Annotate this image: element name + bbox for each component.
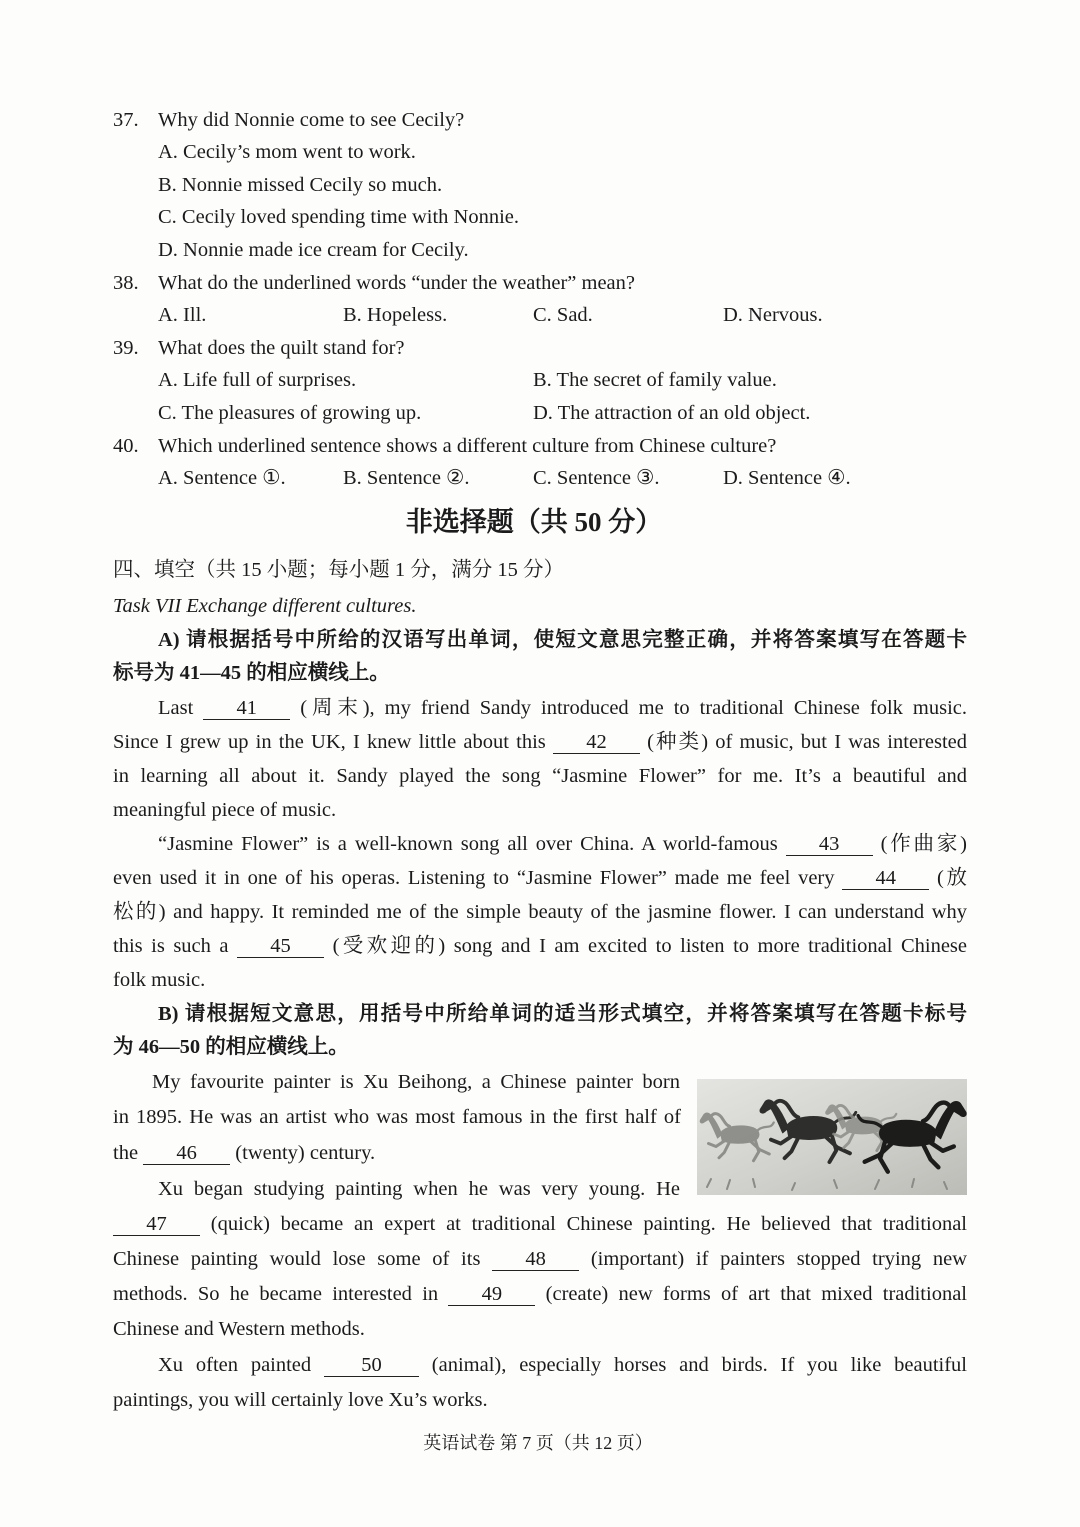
option-a: A. Cecily’s mom went to work. [158, 141, 416, 163]
part-b-instruction-line: B) 请根据短文意思，用括号中所给单词的适当形式填空，并将答案填写在答题卡标号 [158, 1003, 967, 1025]
text-run: (quick) became an expert at traditional Chinese painting. He believed that traditional [200, 1213, 967, 1235]
answer-blank-46: 46 [143, 1143, 230, 1165]
text-run: (种类) of music, but I was interested [639, 731, 967, 753]
passage-b-line [113, 1207, 967, 1241]
text-run: (作曲家) [872, 833, 967, 855]
option-d: D. Nonnie made ice cream for Cecily. [158, 239, 469, 261]
passage-a-line [158, 827, 967, 861]
text-run: Since I grew up in the UK, I knew little about this [113, 731, 553, 753]
text-run: meaningful piece of music. [113, 799, 337, 821]
passage-a-line [113, 963, 967, 997]
question-stem: What do the underlined words “under the weather” mean? [158, 272, 635, 294]
text-run: folk music. [113, 969, 206, 991]
passage-b-line [113, 1100, 681, 1134]
answer-blank-48: 48 [492, 1249, 579, 1271]
text-run: Xu began studying painting when he was very young. He [158, 1178, 680, 1200]
text-run: in 1895. He was an artist who was most famous in the first half of [113, 1106, 681, 1128]
option-a: A. Ill. [158, 304, 207, 326]
passage-b-line [113, 1312, 967, 1346]
text-run: even used it in one of his operas. Listening to “Jasmine Flower” made me feel very [113, 867, 843, 889]
option-d: D. Sentence ④. [723, 467, 851, 489]
text-run: (周末), my friend Sandy introduced me to traditional Chinese folk music. [290, 697, 968, 719]
option-c: C. The pleasures of growing up. [158, 402, 422, 424]
option-a: A. Life full of surprises. [158, 369, 357, 391]
answer-blank-41: 41 [203, 698, 290, 720]
horses-painting [697, 1079, 967, 1195]
question-number: 38. [113, 272, 139, 294]
text-run: the [113, 1142, 144, 1164]
text-run: Chinese painting would lose some of its [113, 1248, 493, 1270]
passage-a-line [113, 861, 967, 895]
passage-b-line [113, 1383, 967, 1417]
passage-a-line [113, 929, 967, 963]
text-run: in learning all about it. Sandy played the song “Jasmine Flower” for me. It’s a beautiful and [113, 765, 967, 787]
passage-b-line [158, 1348, 967, 1382]
answer-blank-47: 47 [113, 1214, 200, 1236]
text-run: (animal), especially horses and birds. If you like beautiful [418, 1354, 967, 1376]
text-run: Chinese and Western methods. [113, 1318, 365, 1340]
question-number: 40. [113, 435, 139, 457]
text-run: (受欢迎的) song and I am excited to listen to more traditional Chinese [324, 935, 967, 957]
passage-b-line [158, 1172, 680, 1206]
passage-a-line [113, 759, 967, 793]
passage-b-line [113, 1277, 967, 1311]
option-d: D. The attraction of an old object. [533, 402, 811, 424]
part-heading: 四、填空（共 15 小题；每小题 1 分，满分 15 分） [113, 559, 564, 581]
passage-b-line [113, 1242, 967, 1276]
section-heading: 非选择题（共 50 分） [405, 507, 663, 537]
answer-blank-50: 50 [324, 1355, 419, 1377]
passage-a-line [113, 895, 967, 929]
part-a-instruction-line: A) 请根据括号中所给的汉语写出单词，使短文意思完整正确，并将答案填写在答题卡 [158, 629, 967, 651]
text-run: 松的) and happy. It reminded me of the simple beauty of the jasmine flower. I can understand why [113, 901, 967, 923]
answer-blank-44: 44 [842, 868, 929, 890]
option-b: B. Sentence ②. [343, 467, 470, 489]
text-run: paintings, you will certainly love Xu’s works. [113, 1389, 488, 1411]
text-run: methods. So he became interested in [113, 1283, 449, 1305]
passage-a-line [158, 691, 967, 725]
option-d: D. Nervous. [723, 304, 823, 326]
option-b: B. Hopeless. [343, 304, 448, 326]
passage-a-line [113, 793, 967, 827]
text-run: Xu often painted [158, 1354, 324, 1376]
part-a-instruction-line: 标号为 41—45 的相应横线上。 [113, 662, 390, 684]
part-b-instruction-line: 为 46—50 的相应横线上。 [113, 1036, 349, 1058]
page-footer: 英语试卷 第 7 页（共 12 页） [423, 1433, 653, 1453]
answer-blank-49: 49 [448, 1284, 535, 1306]
text-run: My favourite painter is Xu Beihong, a Chinese painter born [152, 1071, 680, 1093]
question-stem: Which underlined sentence shows a different culture from Chinese culture? [158, 435, 777, 457]
text-run: (twenty) century. [230, 1142, 376, 1164]
text-run: this is such a [113, 935, 238, 957]
answer-blank-43: 43 [786, 834, 873, 856]
text-run: (important) if painters stopped trying new [579, 1248, 967, 1270]
passage-a-line [113, 725, 967, 759]
text-run: (放 [929, 867, 968, 889]
answer-blank-45: 45 [237, 936, 324, 958]
answer-blank-42: 42 [553, 732, 640, 754]
question-number: 39. [113, 337, 139, 359]
task-title: Task VII Exchange different cultures. [113, 595, 417, 617]
text-run: (create) new forms of art that mixed traditional [535, 1283, 967, 1305]
option-b: B. Nonnie missed Cecily so much. [158, 174, 443, 196]
question-stem: Why did Nonnie come to see Cecily? [158, 109, 465, 131]
question-stem: What does the quilt stand for? [158, 337, 405, 359]
option-a: A. Sentence ①. [158, 467, 286, 489]
option-c: C. Sentence ③. [533, 467, 660, 489]
option-b: B. The secret of family value. [533, 369, 777, 391]
option-c: C. Cecily loved spending time with Nonnie. [158, 206, 519, 228]
text-run: “Jasmine Flower” is a well-known song all over China. A world-famous [158, 833, 786, 855]
question-number: 37. [113, 109, 139, 131]
passage-b-line [152, 1065, 680, 1099]
option-c: C. Sad. [533, 304, 593, 326]
text-run: Last [158, 697, 204, 719]
